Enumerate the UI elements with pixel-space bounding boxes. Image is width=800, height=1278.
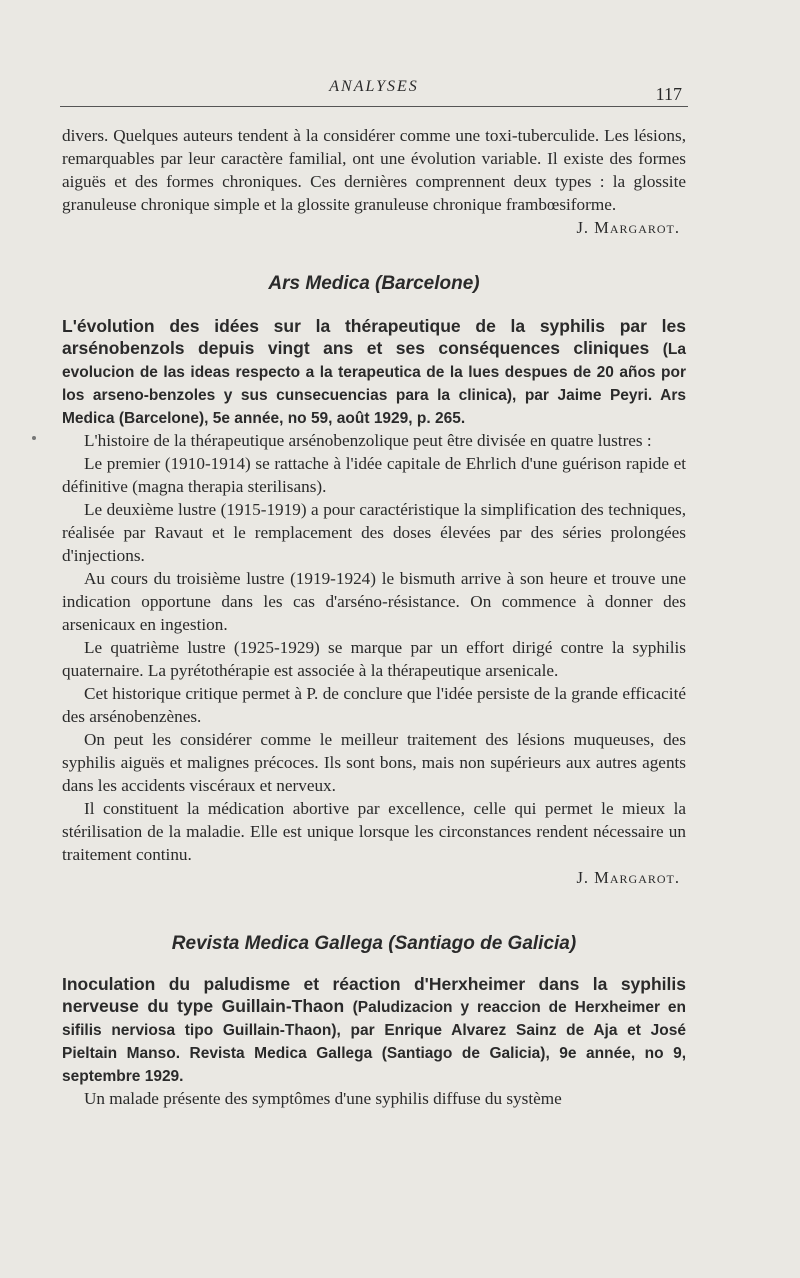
journal-heading: Revista Medica Gallega (Santiago de Galicia) [171,933,577,954]
review-signature: J. Margarot. [576,868,680,887]
margin-mark [32,436,36,440]
paragraph: Cet historique critique permet à P. de conclure que l'idée persiste de la grande efficacité des arsénobenzènes. [62,684,686,726]
previous-review [62,124,686,239]
article-reference: (La evolucion de las ideas respecto a la terapeutica de la lues despues de 20 años por los arseno-benzoles y sus cunsecuencias para la clinica), par Jaime Peyri. Ars Medica (Barcelone), 5e année, no 59, août 1929, p. 265. [62,341,686,427]
page-number: 117 [655,84,682,104]
running-title: ANALYSES [329,78,419,95]
previous-review-signature: J. Margarot. [576,218,680,237]
article-reference: (Paludizacion y reaccion de Herxheimer en sifilis nerviosa tipo Guillain-Thaon), par Enrique Alvarez Sainz de Aja et José Pieltain Manso. Revista Medica Gallega (Santiago de Galicia), 9e année, no 9, septembre 1929. [62,999,686,1085]
paragraph: Le deuxième lustre (1915-1919) a pour caractéristique la simplification des techniques, réalisée par Ravaut et le remplacement des doses élevées par des séries prolongées d'injections. [62,500,686,565]
article-title-text: Inoculation du paludisme et réaction d'Herxheimer dans la syphilis nerveuse du type Guillain-Thaon [62,974,686,1016]
paragraph: Un malade présente des symptômes d'une syphilis diffuse du système [84,1089,562,1108]
article-title [62,315,686,429]
previous-review-text: divers. Quelques auteurs tendent à la considérer comme une toxi-tuberculide. Les lésions, remarquables par leur caractère familial, ont une évolution variable. Il existe des formes aiguës et des formes chroniques. Ces dernières comprennent deux types : la glossite granuleuse chronique simple et la glossite granuleuse chronique frambœsiforme. [62,126,686,214]
paragraph: Le premier (1910-1914) se rattache à l'idée capitale de Ehrlich d'une guérison rapide et définitive (magna therapia sterilisans). [62,454,686,496]
review-section-1 [62,272,686,889]
paragraph: Le quatrième lustre (1925-1929) se marque par un effort dirigé contre la syphilis quaternaire. La pyrétothérapie est associée à la thérapeutique arsenicale. [62,638,686,680]
article-title [62,973,686,1087]
paragraph: On peut les considérer comme le meilleur traitement des lésions muqueuses, des syphilis aiguës et malignes précoces. Ils sont bons, mais non supérieurs aux autres agents dans les accidents viscéraux et nerveux. [62,730,686,795]
paragraph: Au cours du troisième lustre (1919-1924) le bismuth arrive à son heure et trouve une indication opportune dans les cas d'arséno-résistance. On commence à donner des arsenicaux en ingestion. [62,569,686,634]
paragraph: Il constituent la médication abortive par excellence, celle qui permet le mieux la stérilisation de la maladie. Elle est unique lorsque les circonstances rendent nécessaire un traitement continu. [62,799,686,864]
review-section-2 [62,932,686,1110]
article-title-text: L'évolution des idées sur la thérapeutique de la syphilis par les arsénobenzols depuis vingt ans et ses conséquences cliniques [62,316,686,358]
page-header [60,76,688,107]
journal-heading: Ars Medica (Barcelone) [268,273,480,294]
paragraph: L'histoire de la thérapeutique arsénobenzolique peut être divisée en quatre lustres : [84,431,652,450]
